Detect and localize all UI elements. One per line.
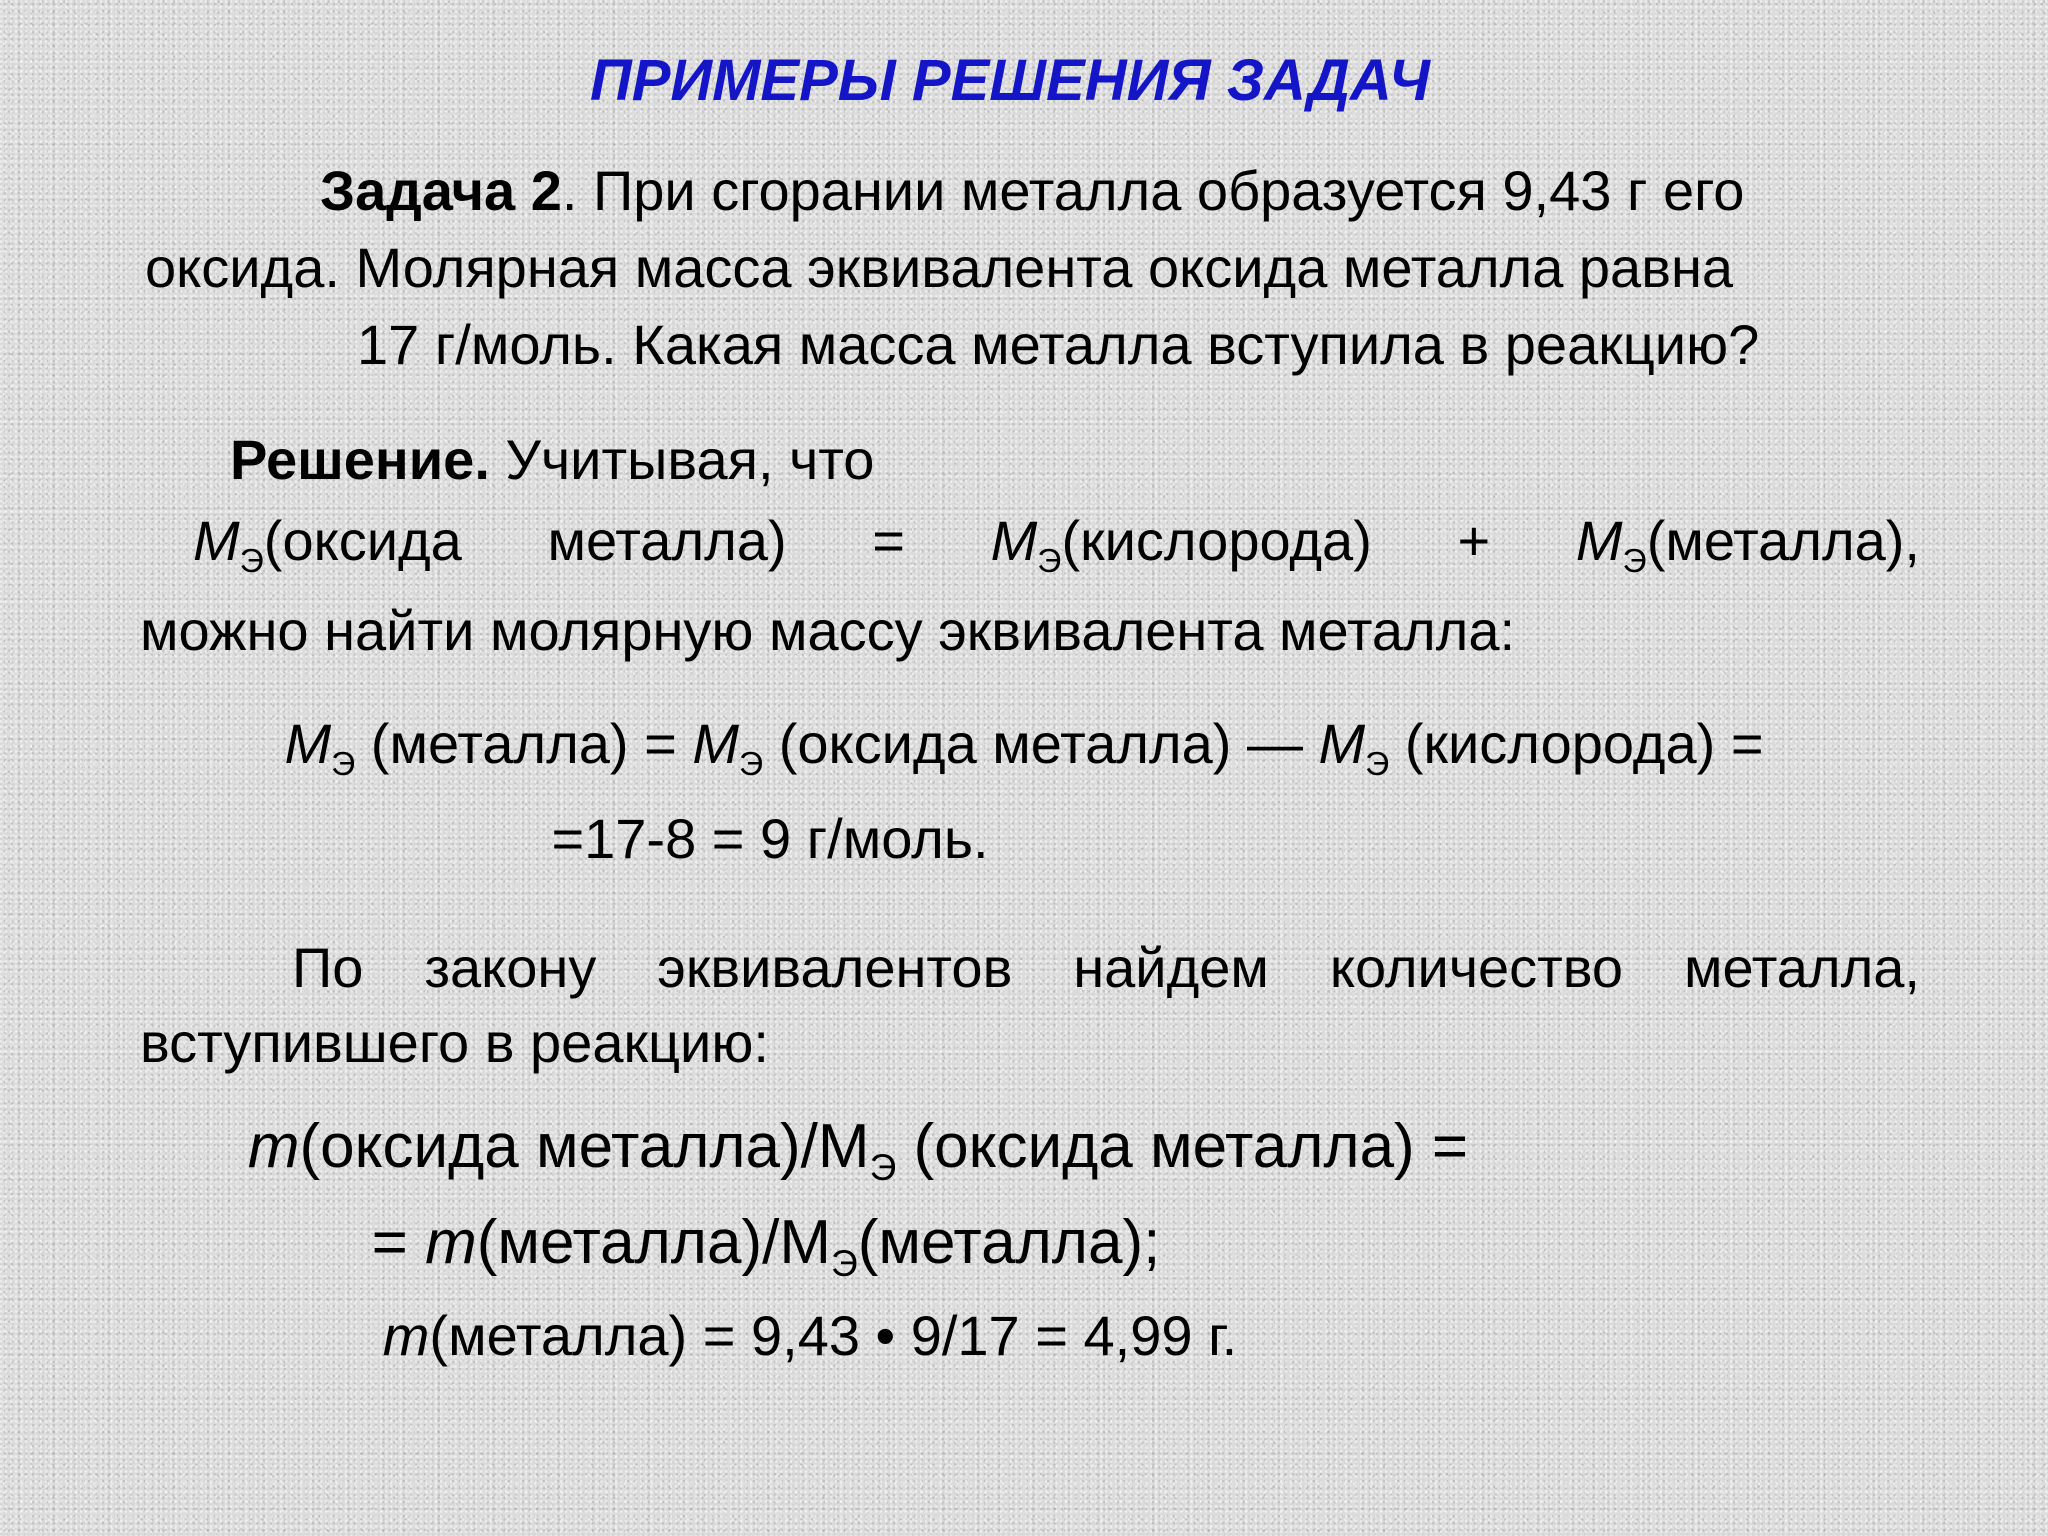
solution-label: Решение. [230, 428, 490, 491]
law-word: По [292, 936, 364, 999]
equation-1-line-2: =17-8 = 9 г/моль. [551, 807, 989, 870]
task-line-2: оксида. Молярная масса эквивалента оксида металла равна [145, 236, 1734, 299]
task-line-1 [320, 159, 1920, 222]
law-word: металла, [1683, 936, 1920, 999]
law-word: найдем [1073, 936, 1269, 999]
formula-equals: = [872, 509, 905, 572]
formula-term-metal: $M_Э(металла)$, [1575, 509, 1920, 580]
law-line-1 [292, 936, 1920, 999]
law-word: эквивалентов [657, 936, 1013, 999]
formula-term-oxide: $M_Э(оксида$ [193, 509, 462, 580]
solution-formula [193, 509, 1920, 580]
task-statement-start [320, 159, 1745, 222]
solution-line-3: можно найти молярную массу эквивалента металла: [140, 599, 1516, 662]
equation-1-line-1: $M_Э$ (металла) = $M_Э$ (оксида металла) — $M_Э$ (кислорода) = [284, 712, 1764, 783]
equation-3-result: m(металла) = 9,43 • 9/17 = 4,99 г. [382, 1304, 1238, 1367]
solution-line-1 [230, 428, 875, 491]
equation-2-line-1: m(оксида $металла)/М_Э$ (оксида металла) = [247, 1112, 1469, 1189]
formula-plus: + [1457, 509, 1491, 572]
law-line-2: вступившего в реакцию: [140, 1011, 769, 1074]
task-text: . При сгорании металла образуется 9,43 г его [561, 159, 1745, 222]
equation-2-line-2: = $m(металла)/М_Э(металла)$; [371, 1208, 1161, 1285]
task-label: Задача 2 [320, 159, 562, 222]
slide-title: ПРИМЕРЫ РЕШЕНИЯ ЗАДАЧ [589, 48, 1430, 113]
law-word: закону [424, 936, 597, 999]
formula-term-oxygen: $M_Э(кислорода)$ [990, 509, 1372, 580]
formula-word-metal: металла) [547, 509, 787, 572]
law-word: количество [1329, 936, 1624, 999]
solution-intro: Учитывая, что [489, 428, 875, 491]
task-line-3: 17 г/моль. Какая масса металла вступила в реакцию? [357, 313, 1760, 376]
